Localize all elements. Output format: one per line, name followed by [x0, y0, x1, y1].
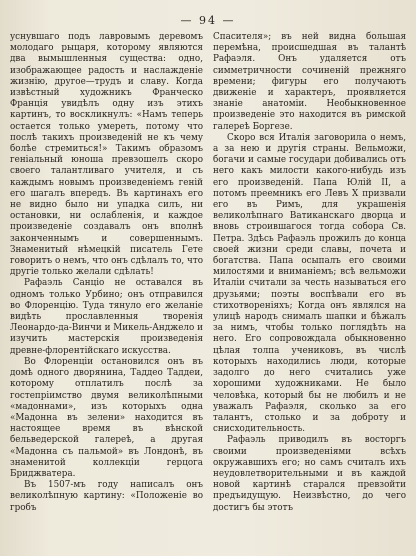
paragraph: Рафаэль Санціо не оставался въ одномъ только Урбино; онъ отправился во Флоренцію. Туда тянуло его желаніе видѣть прославленныя творенія Леонардо-да-Винчи и Микель-Анджело и изучить мастерскія произведенія древне-флорентійскаго искусства. [10, 278, 203, 356]
paragraph: Рафаэль приводилъ въ восторгъ своими произведеніями всѣхъ окружавшихъ его; но самъ считалъ ихъ неудовлетворительными и въ каждой новой картинѣ старался превзойти предъидущую. Неизвѣстно, до чего достигъ бы этотъ [213, 435, 406, 513]
paragraph: Скоро вся Италія заговорила о немъ, а за нею и другія страны. Вельможи, богачи и самые государи добивались отъ него какъ милости какого-нибудь изъ его произведеній. Папа Юлій II, а потомъ преемникъ его Левъ X призвали его въ Римъ, для украшенія великолѣпнаго Ватиканскаго дворца и вновь строившагося тогда собора Св. Петра. Здѣсь Рафаэль прожилъ до конца своей жизни среди славы, почета и богатства. Папа осыпалъ его своими милостями и вниманіемъ; всѣ вельможи Италіи считали за честь называться его друзьями; поэты воспѣвали его въ стихотвореніяхъ; Когда онъ являлся на улицѣ народъ снималъ шапки и бѣжалъ за нимъ, чтобы только поглядѣть на него. Его сопровождала обыкновенно цѣлая толпа учениковъ, въ числѣ которыхъ находились люди, которые задолго до него считались уже хорошими художниками. Не было человѣка, который бы не любилъ и не уважалъ Рафаэля, сколько за его талантъ, столько и за доброту и снисходительность. [213, 132, 406, 435]
page-number: — 94 — [180, 14, 236, 27]
paragraph: Спасителя»; въ ней видна большая перемѣна, происшедшая въ талантѣ Рафаэля. Онъ удаляется отъ симметричности сочиненій прежняго времени; фигуры его получаютъ движеніе и характеръ, проявляется знаніе анатоміи. Необыкновенное произведеніе это находится въ римской галереѣ Боргезе. [213, 32, 406, 132]
paragraph: уснувшаго подъ лавровымъ деревомъ молодаго рыцаря, которому являются два вымышленныя существа: одно, изображающее радость и наслажденіе жизнію, другое—трудъ и славу. Когда извѣстный художникъ Франческо Франція увидѣлъ одну изъ этихъ картинъ, то воскликнулъ: «Намъ теперь остается только умереть, потому что послѣ такихъ произведеній не къ чему болѣе стремиться!» Такимъ образомъ геніальный юноша превзошелъ скоро своего талантливаго учителя, и съ каждымъ новымъ произведеніемъ геній его шагалъ впередъ. Въ картинахъ его не видно было ни упадка силъ, ни остановки, ни ослабленія, и каждое произведеніе создавалъ онъ вполнѣ законченнымъ и совершеннымъ. Знаменитый нѣмецкій писатель Гете говоритъ о немъ, что онъ сдѣлалъ то, что другіе только желали сдѣлать! [10, 32, 203, 278]
left-column [10, 32, 203, 514]
right-column [213, 32, 406, 514]
paragraph: Во Флоренціи остановился онъ въ домѣ одного дворянина, Таддео Таддеи, которому отплатилъ послѣ за гостепріимство двумя великолѣпными «мадоннами», изъ которыхъ одна «Мадонна въ зелени» находится въ настоящее время въ вѣнской бельведерской галереѣ, а другая «Мадонна съ пальмой» въ Лондонѣ, въ знаменитой коллекціи герцога Бриджватера. [10, 356, 203, 479]
paragraph: Въ 1507-мъ году написалъ онъ великолѣпную картину: «Положеніе во гробъ [10, 480, 203, 513]
text-columns [10, 32, 406, 514]
